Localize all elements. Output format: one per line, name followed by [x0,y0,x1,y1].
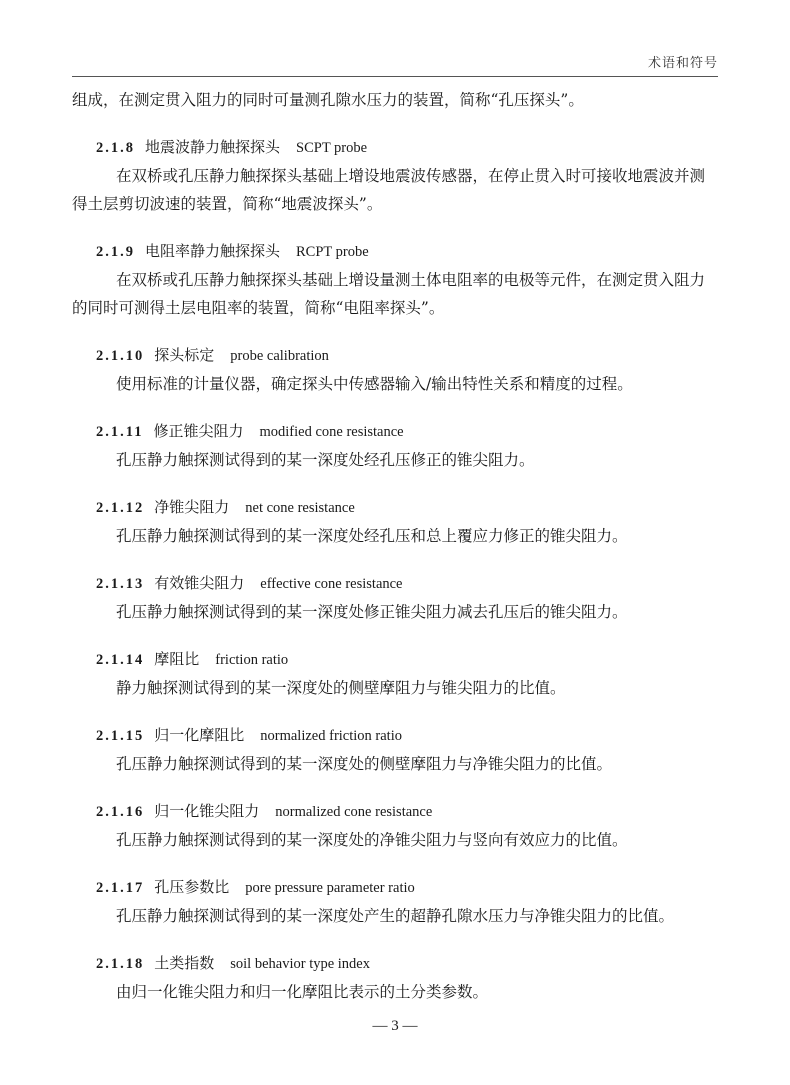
term-number: 2.1.10 [96,348,145,364]
term-heading [72,645,718,674]
term-number: 2.1.8 [96,140,135,156]
term-definition: 孔压静力触探测试得到的某一深度处的净锥尖阻力与竖向有效应力的比值。 [116,831,628,849]
term-english: normalized friction ratio [260,728,402,744]
term-chinese: 孔压参数比 [154,878,230,896]
term-definition: 孔压静力触探测试得到的某一深度处经孔压修正的锥尖阻力。 [116,451,535,469]
term-entry-2-1-14 [72,645,718,702]
term-chinese: 土类指数 [154,954,215,972]
term-chinese: 归一化锥尖阻力 [154,802,260,820]
term-number: 2.1.14 [96,652,145,668]
term-entry-2-1-13 [72,569,718,626]
term-number: 2.1.17 [96,880,145,896]
term-definition: 使用标准的计量仪器，确定探头中传感器输入/输出特性关系和精度的过程。 [116,375,633,393]
term-definition: 孔压静力触探测试得到的某一深度处的侧壁摩阻力与净锥尖阻力的比值。 [116,755,613,773]
term-number: 2.1.18 [96,956,145,972]
term-english: net cone resistance [245,500,355,516]
term-heading [72,797,718,826]
term-chinese: 有效锥尖阻力 [154,574,245,592]
term-entry-2-1-10 [72,341,718,398]
term-definition: 孔压静力触探测试得到的某一深度处经孔压和总上覆应力修正的锥尖阻力。 [116,527,628,545]
term-english: probe calibration [230,348,329,364]
header-rule [72,76,718,77]
term-definition: 由归一化锥尖阻力和归一化摩阻比表示的土分类参数。 [116,983,489,1001]
term-english: SCPT probe [296,140,368,156]
term-definition: 在双桥或孔压静力触探探头基础上增设地震波传感器，在停止贯入时可接收地震波并测得土层剪切波速的装置，简称“地震波探头”。 [72,167,706,213]
continued-paragraph: 组成，在测定贯入阻力的同时可量测孔隙水压力的装置，简称“孔压探头”。 [72,91,584,109]
term-chinese: 摩阻比 [154,650,200,668]
term-english: effective cone resistance [260,576,403,592]
term-definition: 孔压静力触探测试得到的某一深度处修正锥尖阻力减去孔压后的锥尖阻力。 [116,603,628,621]
term-number: 2.1.13 [96,576,145,592]
term-definition: 孔压静力触探测试得到的某一深度处产生的超静孔隙水压力与净锥尖阻力的比值。 [116,907,675,925]
term-english: pore pressure parameter ratio [245,880,415,896]
term-chinese: 净锥尖阻力 [154,498,230,516]
term-chinese: 探头标定 [154,346,215,364]
page-number: — 3 — [372,1018,418,1034]
term-english: modified cone resistance [259,424,404,440]
term-english: soil behavior type index [230,956,370,972]
term-entry-2-1-17 [72,873,718,930]
term-chinese: 修正锥尖阻力 [153,422,244,440]
term-english: RCPT probe [296,244,369,260]
term-heading [72,949,718,978]
term-heading [72,873,718,902]
term-entry-2-1-15 [72,721,718,778]
term-number: 2.1.11 [96,424,144,440]
term-heading [72,133,718,162]
term-heading [72,569,718,598]
term-entry-2-1-8 [72,133,718,218]
term-entry-2-1-12 [72,493,718,550]
term-chinese: 地震波静力触探探头 [145,138,281,156]
term-entry-2-1-18 [72,949,718,1006]
term-entry-2-1-11 [72,417,718,474]
term-definition: 在双桥或孔压静力触探探头基础上增设量测土体电阻率的电极等元件，在测定贯入阻力的同时可测得土层电阻率的装置，简称“电阻率探头”。 [72,271,706,317]
term-entry-2-1-9 [72,237,718,322]
term-heading [72,721,718,750]
term-number: 2.1.15 [96,728,145,744]
term-entry-2-1-16 [72,797,718,854]
term-heading [72,493,718,522]
term-definition: 静力触探测试得到的某一深度处的侧壁摩阻力与锥尖阻力的比值。 [116,679,566,697]
term-number: 2.1.16 [96,804,145,820]
term-heading [72,417,718,446]
term-heading [72,341,718,370]
term-number: 2.1.12 [96,500,145,516]
term-chinese: 归一化摩阻比 [154,726,245,744]
term-english: normalized cone resistance [275,804,433,820]
term-heading [72,237,718,266]
term-chinese: 电阻率静力触探探头 [145,242,281,260]
term-english: friction ratio [215,652,289,668]
term-number: 2.1.9 [96,244,135,260]
running-header-title: 术语和符号 [647,56,718,71]
document-body [72,86,718,1025]
